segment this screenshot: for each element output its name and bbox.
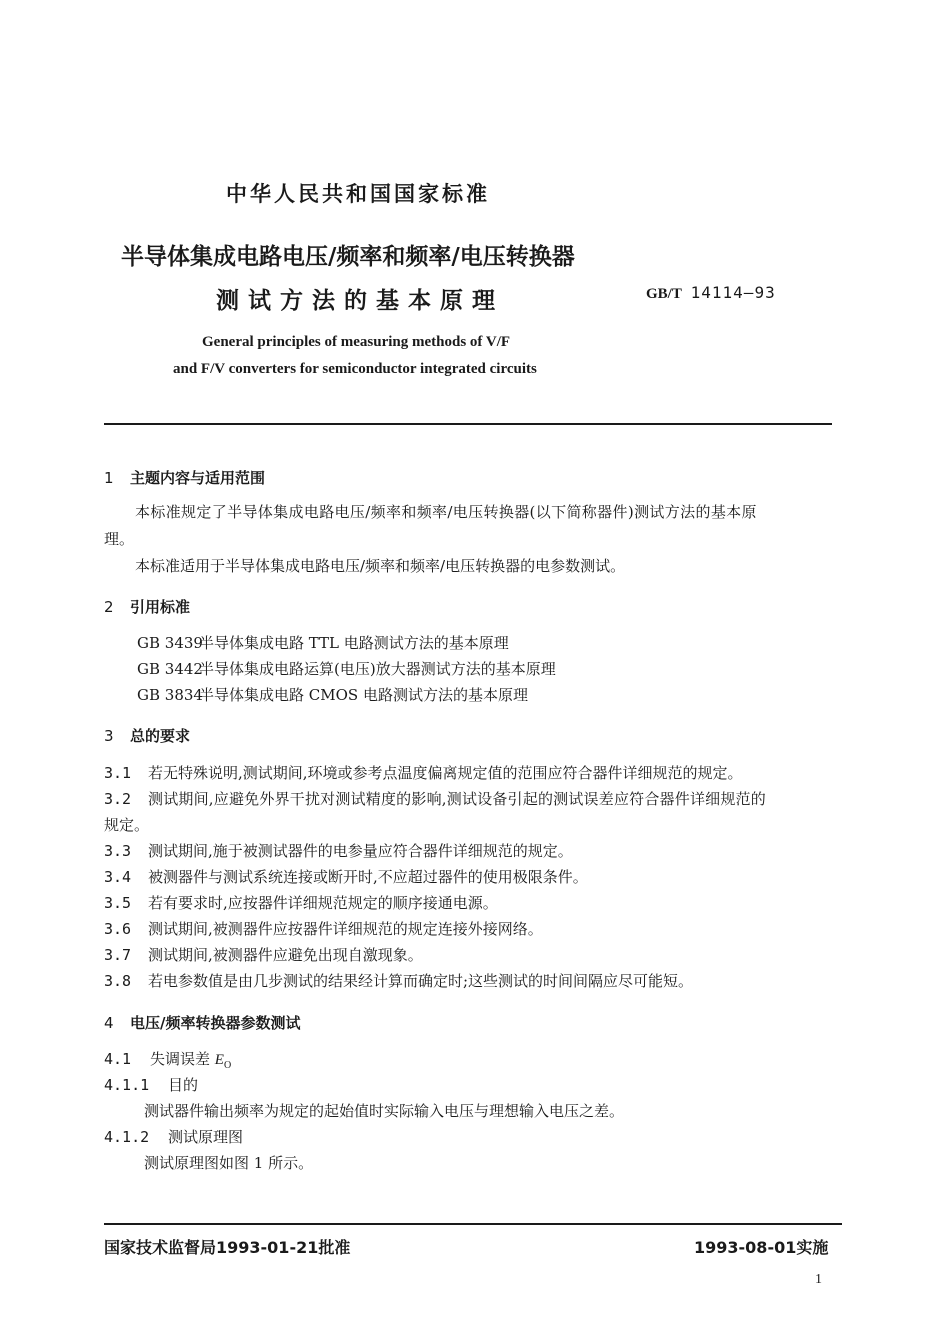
- section-1-title: 主题内容与适用范围: [130, 469, 266, 487]
- section-3-heading: [104, 725, 190, 746]
- clause-number: 3.3: [104, 842, 132, 860]
- standard-number: [646, 283, 776, 303]
- section-1-heading: [104, 467, 265, 488]
- clause-text: 若无特殊说明,测试期间,环境或参考点温度偏离规定值的范围应符合器件详细规范的规定。: [148, 764, 743, 782]
- reference-code: GB 3442: [137, 660, 203, 678]
- section-4-heading: [104, 1012, 300, 1033]
- reference-title: 半导体集成电路运算(电压)放大器测试方法的基本原理: [199, 660, 556, 678]
- clause-number: 4.1.2: [104, 1128, 150, 1146]
- reference-item: [137, 684, 528, 705]
- reference-item: [137, 632, 509, 653]
- approval-line: 国家技术监督局1993-01-21批准: [104, 1238, 351, 1257]
- clause-number: 3.8: [104, 972, 132, 990]
- section-1-paragraph-1-cont: 理。: [104, 530, 135, 548]
- national-standard-label: 中华人民共和国国家标准: [226, 182, 490, 206]
- clause-number: 4.1: [104, 1050, 132, 1068]
- clause-3-5: [104, 892, 498, 913]
- section-2-number: 2: [104, 598, 114, 616]
- page-number: 1: [815, 1272, 822, 1287]
- clause-text: 测试期间,被测器件应避免出现自激现象。: [148, 946, 423, 964]
- clause-text: 若电参数值是由几步测试的结果经计算而确定时;这些测试的时间间隔应尽可能短。: [148, 972, 694, 990]
- clause-3-2: [104, 788, 766, 809]
- clause-title: 失调误差: [150, 1050, 211, 1068]
- clause-number: 3.7: [104, 946, 132, 964]
- clause-text: 被测器件与测试系统连接或断开时,不应超过器件的使用极限条件。: [148, 868, 588, 886]
- clause-number: 4.1.1: [104, 1076, 150, 1094]
- clause-number: 3.5: [104, 894, 132, 912]
- clause-3-8: [104, 970, 693, 991]
- clause-3-2-cont: 规定。: [104, 816, 150, 834]
- section-4-title: 电压/频率转换器参数测试: [130, 1014, 301, 1032]
- footer-divider: [104, 1223, 842, 1225]
- clause-4-1-1: [104, 1074, 198, 1095]
- clause-title: 测试原理图: [168, 1128, 244, 1146]
- clause-3-7: [104, 944, 423, 965]
- clause-number: 3.4: [104, 868, 132, 886]
- section-4-number: 4: [104, 1014, 114, 1032]
- section-2-heading: [104, 596, 190, 617]
- clause-3-6: [104, 918, 543, 939]
- section-1-paragraph-2: 本标准适用于半导体集成电路电压/频率和频率/电压转换器的电参数测试。: [135, 557, 626, 575]
- clause-number: 3.6: [104, 920, 132, 938]
- section-3-title: 总的要求: [130, 727, 191, 745]
- reference-code: GB 3439: [137, 634, 203, 652]
- clause-title: 目的: [168, 1076, 199, 1094]
- title-line-1: 半导体集成电路电压/频率和频率/电压转换器: [121, 244, 575, 270]
- section-1-number: 1: [104, 469, 114, 487]
- reference-item: [137, 658, 556, 679]
- clause-4-1: [104, 1048, 231, 1071]
- offset-error-symbol: E: [214, 1052, 224, 1068]
- standard-prefix: GB/T: [646, 286, 682, 302]
- clause-text: 测试期间,应避免外界干扰对测试精度的影响,测试设备引起的测试误差应符合器件详细规范的: [148, 790, 766, 808]
- title-line-2: 测试方法的基本原理: [216, 288, 504, 314]
- clause-text: 测试期间,被测器件应按器件详细规范的规定连接外接网络。: [148, 920, 543, 938]
- clause-3-1: [104, 762, 743, 783]
- clause-number: 3.2: [104, 790, 132, 808]
- effective-date: 1993-08-01实施: [694, 1238, 829, 1257]
- standard-code: 14114—93: [690, 283, 776, 302]
- section-3-number: 3: [104, 727, 114, 745]
- clause-4-1-2-text: 测试原理图如图 1 所示。: [144, 1154, 314, 1172]
- english-title-line-2: and F/V converters for semiconductor integrated circuits: [173, 361, 537, 377]
- header-divider: [104, 423, 832, 425]
- reference-code: GB 3834: [137, 686, 203, 704]
- offset-error-subscript: O: [223, 1060, 232, 1071]
- section-2-title: 引用标准: [130, 598, 191, 616]
- clause-4-1-2: [104, 1126, 243, 1147]
- reference-title: 半导体集成电路 CMOS 电路测试方法的基本原理: [199, 686, 528, 704]
- english-title-line-1: General principles of measuring methods of V/F: [202, 334, 511, 350]
- clause-3-4: [104, 866, 588, 887]
- section-1-paragraph-1: 本标准规定了半导体集成电路电压/频率和频率/电压转换器(以下简称器件)测试方法的基本原: [135, 503, 757, 521]
- clause-4-1-1-text: 测试器件输出频率为规定的起始值时实际输入电压与理想输入电压之差。: [144, 1102, 625, 1120]
- clause-text: 若有要求时,应按器件详细规范规定的顺序接通电源。: [148, 894, 498, 912]
- reference-title: 半导体集成电路 TTL 电路测试方法的基本原理: [199, 634, 509, 652]
- clause-text: 测试期间,施于被测试器件的电参量应符合器件详细规范的规定。: [148, 842, 573, 860]
- clause-3-3: [104, 840, 573, 861]
- clause-number: 3.1: [104, 764, 132, 782]
